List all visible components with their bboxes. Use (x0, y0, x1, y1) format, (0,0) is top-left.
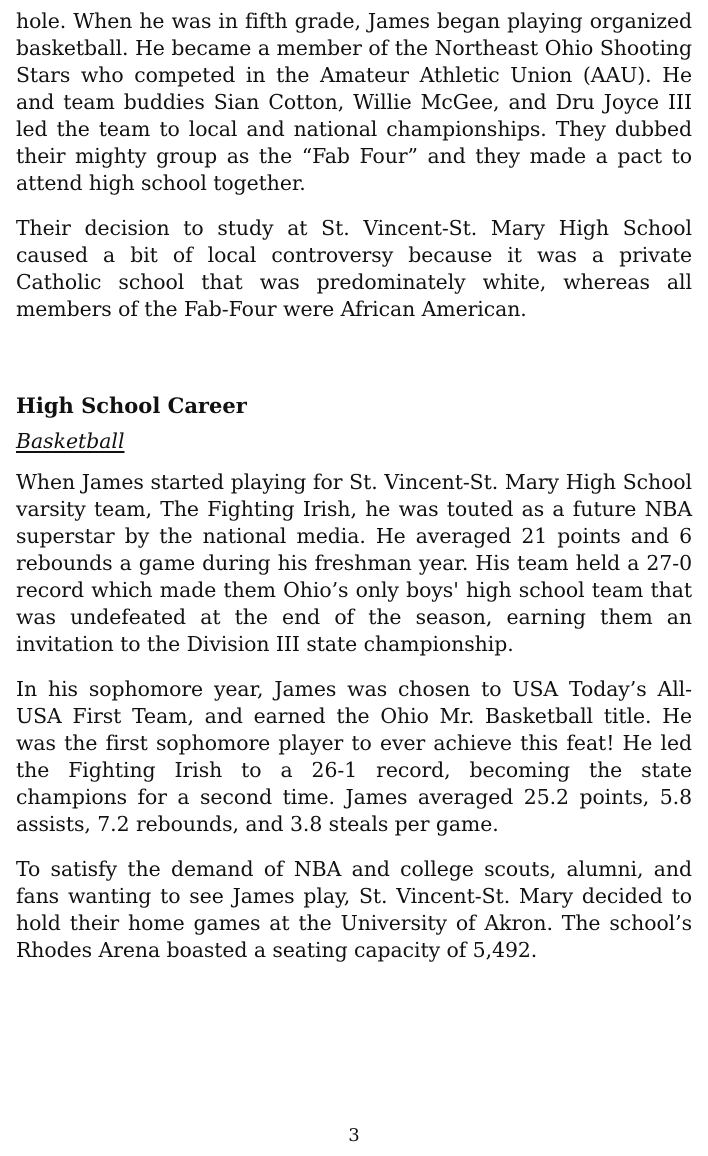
paragraph-home-games: To satisfy the demand of NBA and college scouts, alumni, and fans wanting to see James play, St. Vincent-St. Mary decided to hold their home games at the University of Akron. The school’s Rhodes Arena boasted a seating capacity of 5,492. (16, 857, 692, 962)
paragraph-fab-four: hole. When he was in fifth grade, James began playing organized basketball. He became a member of the Northeast Ohio Shooting Stars who competed in the Amateur Athletic Union (AAU). He and team buddies Sian Cotton, Willie McGee, and Dru Joyce III led the team to local and national championships. They dubbed their mighty group as the “Fab Four” and they made a pact to attend high school together. (16, 9, 692, 195)
paragraph-sophomore-year: In his sophomore year, James was chosen to USA Today’s All-USA First Team, and earned the Ohio Mr. Basketball title. He was the first sophomore player to ever achieve this feat! He led the Fighting Irish to a 26-1 record, becoming the state champions for a second time. James averaged 25.2 points, 5.8 assists, 7.2 rebounds, and 3.8 steals per game. (16, 677, 692, 836)
paragraph-school-decision: Their decision to study at St. Vincent-St. Mary High School caused a bit of local controversy because it was a private Catholic school that was predominately white, whereas all members of the Fab-Four were African American. (16, 216, 692, 321)
subheading: Basketball (16, 429, 125, 453)
page-number: 3 (348, 1125, 360, 1146)
paragraph-freshman-year: When James started playing for St. Vincent-St. Mary High School varsity team, The Fighting Irish, he was touted as a future NBA superstar by the national media. He averaged 21 points and 6 rebounds a game during his freshman year. His team held a 27-0 record which made them Ohio’s only boys' high school team that was undefeated at the end of the season, earning them an invitation to the Division III state championship. (16, 470, 692, 656)
document-page (16, 8, 692, 964)
section-heading: High School Career (16, 393, 247, 418)
